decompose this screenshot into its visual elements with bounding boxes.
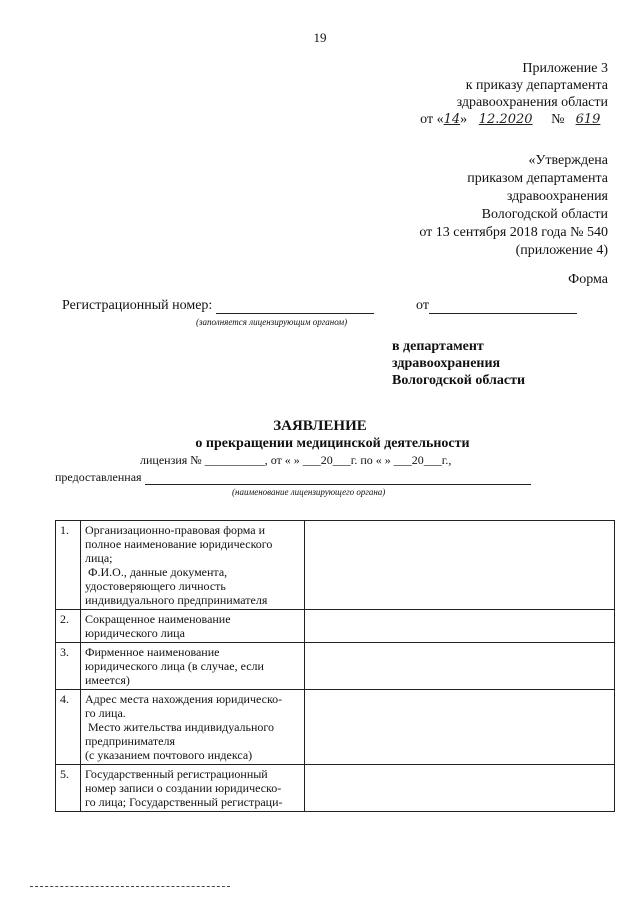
row-label-line: удостоверяющего личность bbox=[85, 579, 226, 593]
row-label-line: Фирменное наименование bbox=[85, 645, 220, 659]
handwritten-number: 619 bbox=[575, 112, 601, 127]
row-label-line: номер записи о создании юридическо- bbox=[85, 781, 282, 795]
number-prefix: № bbox=[551, 112, 565, 127]
appendix-line-2: к приказу департамента bbox=[465, 78, 608, 93]
row-number: 4. bbox=[56, 690, 81, 765]
row-label-line: Ф.И.О., данные документа, bbox=[85, 565, 228, 579]
addressee-line-3: Вологодской области bbox=[392, 373, 526, 388]
row-label-line: полное наименование юридического bbox=[85, 537, 273, 551]
row-label-line: юридического лица (в случае, если bbox=[85, 659, 264, 673]
appendix-line-3: здравоохранения области bbox=[456, 95, 608, 110]
license-line: лицензия № __________, от « » ___20___г. по « » ___20___г., bbox=[140, 453, 452, 467]
provided-row bbox=[55, 470, 531, 485]
registration-date-row bbox=[416, 298, 577, 314]
row-label-line: Государственный регистрационный bbox=[85, 767, 268, 781]
row-label-line: Место жительства индивидуального bbox=[85, 720, 275, 734]
row-label-line: лица; bbox=[85, 551, 113, 565]
row-label-line: юридического лица bbox=[85, 626, 185, 640]
row-label bbox=[81, 643, 305, 690]
table-row bbox=[56, 610, 615, 643]
row-label-line: индивидуального предпринимателя bbox=[85, 593, 268, 607]
registration-number-field[interactable] bbox=[216, 299, 374, 314]
appendix-line-1: Приложение 3 bbox=[522, 61, 608, 76]
registration-date-field[interactable] bbox=[429, 299, 577, 314]
row-label-line: Сокращенное наименование bbox=[85, 612, 231, 626]
row-label bbox=[81, 521, 305, 610]
row-label-line: Организационно-правовая форма и bbox=[85, 523, 266, 537]
addressee-line-2: здравоохранения bbox=[392, 356, 501, 371]
provided-label: предоставленная bbox=[55, 470, 142, 484]
approved-line-1: «Утверждена bbox=[528, 153, 608, 168]
addressee-line-1: в департамент bbox=[392, 339, 484, 354]
row-value-field[interactable] bbox=[305, 690, 615, 765]
row-label bbox=[81, 765, 305, 812]
application-table bbox=[55, 520, 615, 812]
row-label-line: предпринимателя bbox=[85, 734, 175, 748]
addressee-block bbox=[392, 338, 525, 389]
approved-line-3: здравоохранения bbox=[506, 189, 608, 204]
registration-row bbox=[62, 298, 374, 314]
registration-label: Регистрационный номер: bbox=[62, 298, 213, 313]
table-row bbox=[56, 765, 615, 812]
row-value-field[interactable] bbox=[305, 521, 615, 610]
footer-divider bbox=[30, 886, 230, 887]
row-label bbox=[81, 610, 305, 643]
page-number: 19 bbox=[313, 30, 327, 45]
date-prefix: от « bbox=[420, 112, 444, 127]
row-label-line: Адрес места нахождения юридическо- bbox=[85, 692, 283, 706]
row-label bbox=[81, 690, 305, 765]
provided-note: (наименование лицензирующего органа) bbox=[232, 487, 386, 497]
row-label-line: го лица. bbox=[85, 706, 126, 720]
document-subtitle: о прекращении медицинской деятельности bbox=[195, 436, 470, 451]
row-value-field[interactable] bbox=[305, 765, 615, 812]
row-number: 5. bbox=[56, 765, 81, 812]
approved-line-6: (приложение 4) bbox=[515, 243, 608, 258]
handwritten-day: 14 bbox=[443, 112, 461, 127]
table-row bbox=[56, 690, 615, 765]
approved-line-4: Вологодской области bbox=[481, 207, 608, 222]
appendix-block bbox=[420, 60, 608, 128]
form-label: Форма bbox=[568, 272, 608, 287]
table-row bbox=[56, 521, 615, 610]
table-row bbox=[56, 643, 615, 690]
row-number: 1. bbox=[56, 521, 81, 610]
row-number: 2. bbox=[56, 610, 81, 643]
row-label-line: имеется) bbox=[85, 673, 130, 687]
application-table-body bbox=[56, 521, 615, 812]
approved-block bbox=[419, 152, 608, 260]
row-number: 3. bbox=[56, 643, 81, 690]
appendix-date-line bbox=[420, 111, 608, 128]
row-label-line: го лица; Государственный регистраци- bbox=[85, 795, 283, 809]
date-mid: » bbox=[460, 112, 468, 127]
document-title: ЗАЯВЛЕНИЕ bbox=[273, 418, 367, 434]
row-value-field[interactable] bbox=[305, 610, 615, 643]
approved-line-5: от 13 сентября 2018 года № 540 bbox=[419, 225, 608, 240]
registration-from-label: от bbox=[416, 298, 429, 313]
approved-line-2: приказом департамента bbox=[467, 171, 608, 186]
row-label-line: (с указанием почтового индекса) bbox=[85, 748, 253, 762]
licensing-authority-field[interactable] bbox=[145, 472, 531, 485]
row-value-field[interactable] bbox=[305, 643, 615, 690]
handwritten-date: 12.2020 bbox=[478, 112, 533, 127]
registration-note: (заполняется лицензирующим органом) bbox=[196, 317, 348, 327]
